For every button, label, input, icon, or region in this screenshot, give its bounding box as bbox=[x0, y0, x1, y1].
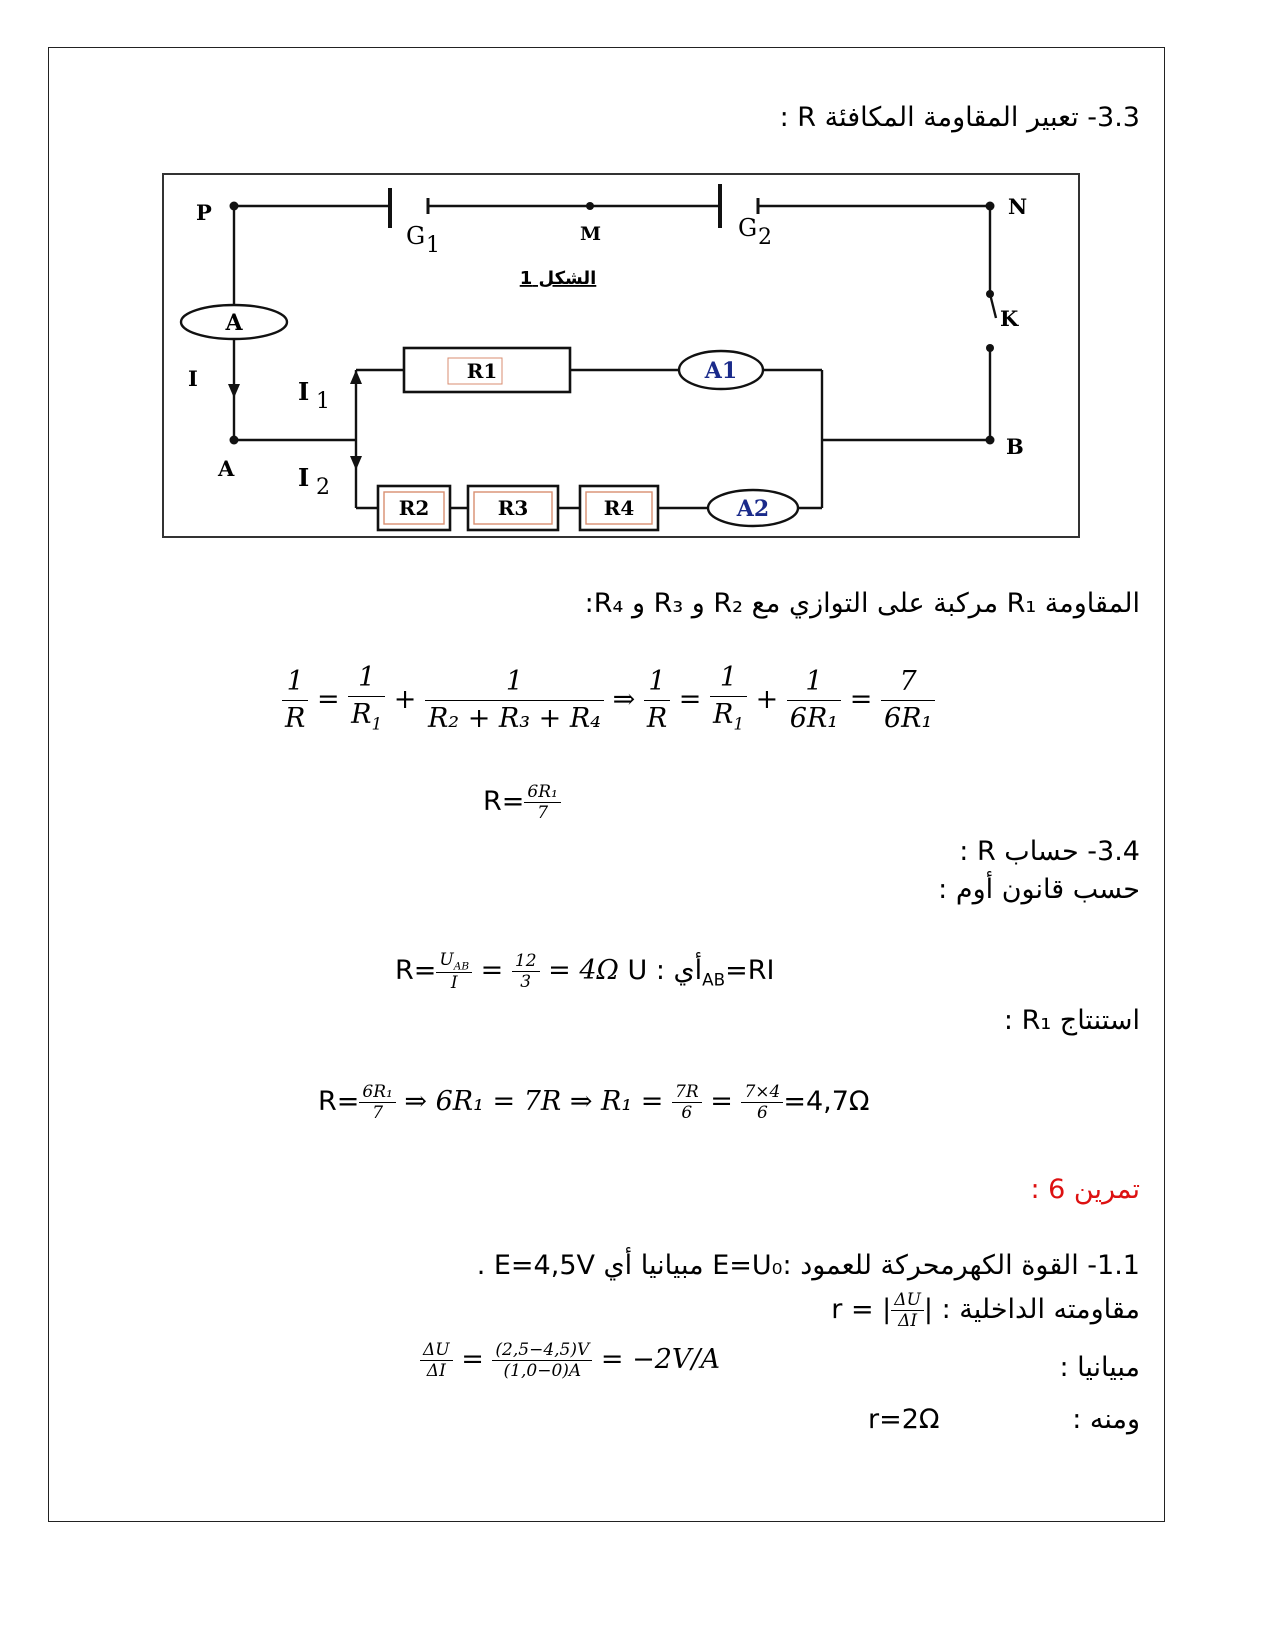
generator-g2-label: G bbox=[738, 214, 758, 242]
emf-line: 1.1- القوة الكهرمحركة للعمود :E=U₀ مبيانيا أي E=4,5V . bbox=[476, 1250, 1140, 1281]
internal-resistance-line: مقاومته الداخلية : r = | $\frac{\Delta U}{\Delta I}$ | bbox=[831, 1290, 1140, 1331]
internal-resistance-value: r=2Ω bbox=[868, 1404, 940, 1435]
ammeter-main-label: A bbox=[225, 310, 243, 336]
ammeter-a2-label: A2 bbox=[736, 496, 770, 522]
slope-equation: $\frac{\Delta U}{\Delta I}$ = $\frac{(2,5-4,5)V}{(1,0-0)A}$ = −2V/A bbox=[420, 1340, 720, 1381]
current-i-label: I bbox=[188, 366, 198, 391]
switch-k-label: K bbox=[1000, 306, 1019, 331]
equation-1: $\frac{1}{R}$ = $\frac{1}{R_1}$ + $\frac{1}{\text{R₂ + R₃ + R₄}}$ ⇒ $\frac{1}{R}$ = $\frac{1}{R_1}$ + $\frac{1}{\text{6R₁}}$ = $\frac{7}{\text{6R₁}}$ bbox=[282, 660, 935, 741]
node-b-label: B bbox=[1006, 434, 1024, 459]
generator-g1-label: G bbox=[406, 222, 426, 250]
node-a-dot bbox=[230, 436, 239, 445]
equation-4: R= $\frac{\text{6R₁}}{7}$ ⇒ 6R₁ = 7R ⇒ R₁ = $\frac{7R}{6}$ = $\frac{7\times 4}{6}$ =4,7Ω bbox=[318, 1082, 870, 1123]
diagram-caption: الشكل 1 bbox=[519, 268, 597, 289]
node-m-dot bbox=[586, 202, 594, 210]
generator-g1-sub: 1 bbox=[426, 233, 440, 258]
switch-k-top-dot bbox=[986, 290, 994, 298]
ohm-law-label: حسب قانون أوم : bbox=[938, 874, 1140, 905]
resistor-r4-label: R4 bbox=[603, 496, 635, 520]
deduce-r1-label: استنتاج R₁ : bbox=[1003, 1005, 1140, 1036]
resistor-r1-label: R1 bbox=[466, 359, 498, 383]
equation-2: R= $\frac{\text{6R₁}}{7}$ bbox=[483, 782, 561, 823]
section-3-3-heading: 3.3- تعبير المقاومة المكافئة R : bbox=[779, 102, 1140, 133]
parallel-note: المقاومة R₁ مركبة على التوازي مع R₂ و R₃ و R₄: bbox=[584, 588, 1140, 619]
node-n-dot bbox=[986, 202, 995, 211]
current-i1-sub: 1 bbox=[316, 389, 330, 414]
resistor-r3-label: R3 bbox=[497, 496, 529, 520]
exercise-6-heading: تمرين 6 : bbox=[1030, 1174, 1140, 1205]
node-b-dot bbox=[986, 436, 995, 445]
node-n-label: N bbox=[1008, 194, 1028, 219]
section-3-4-heading: 3.4- حساب R : bbox=[959, 836, 1140, 867]
node-a-label: A bbox=[218, 456, 235, 481]
node-p-dot bbox=[230, 202, 239, 211]
ammeter-a1-label: A1 bbox=[704, 358, 738, 384]
node-p-label: P bbox=[196, 200, 212, 225]
circuit-diagram bbox=[160, 170, 1082, 542]
therefore-label: ومنه : bbox=[1072, 1404, 1140, 1435]
graphically-label: مبيانيا : bbox=[1059, 1352, 1140, 1383]
current-i1-label: I bbox=[298, 377, 310, 406]
equation-3: R= $\frac{U_{AB}}{I}$ = $\frac{12}{3}$ = 4Ω أي : $U_{AB}=RI$ bbox=[395, 950, 775, 994]
switch-k-bottom-dot bbox=[986, 344, 994, 352]
current-i2-label: I bbox=[298, 463, 310, 492]
resistor-r2-label: R2 bbox=[398, 496, 430, 520]
current-i2-sub: 2 bbox=[316, 475, 330, 500]
node-m-label: M bbox=[580, 223, 602, 245]
generator-g2-sub: 2 bbox=[758, 225, 772, 250]
